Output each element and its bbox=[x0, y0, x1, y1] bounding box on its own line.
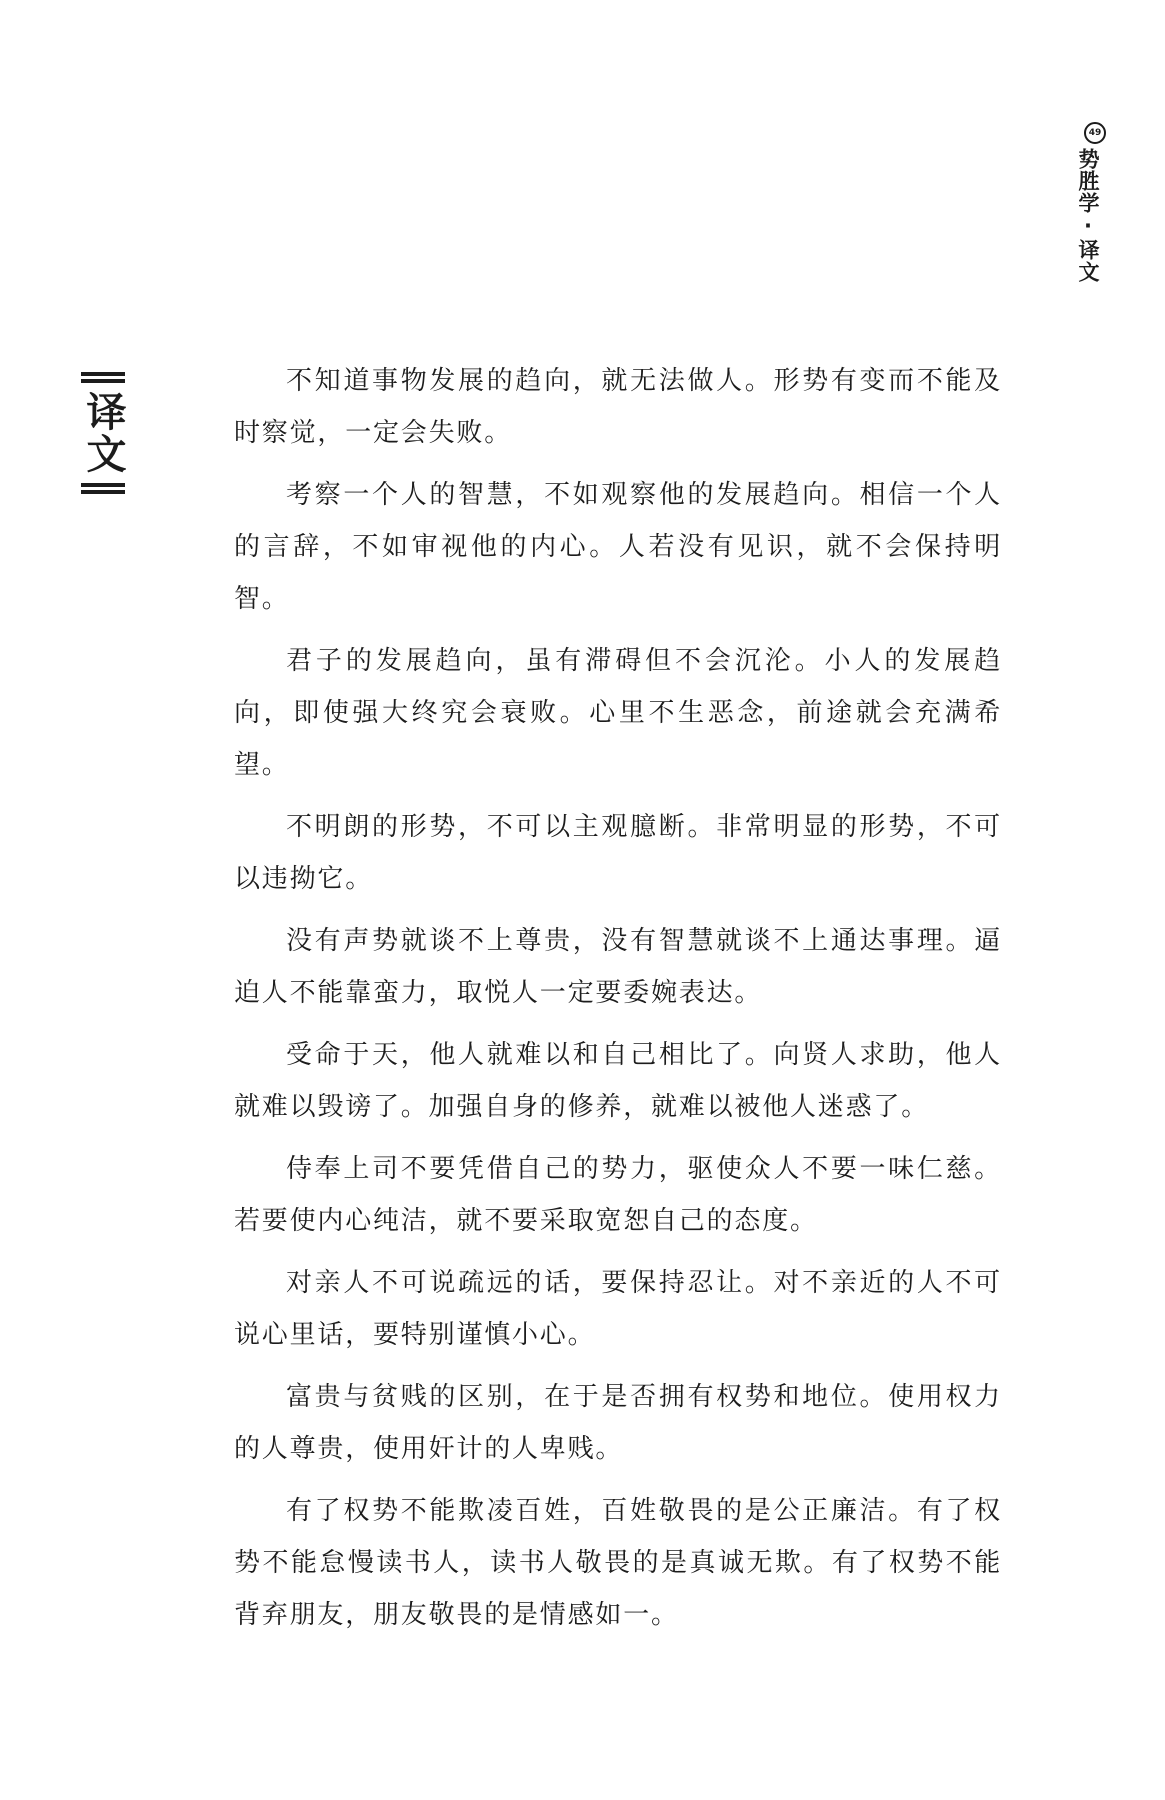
section-heading bbox=[80, 372, 126, 494]
paragraph: 不明朗的形势，不可以主观臆断。非常明显的形势，不可以违拗它。 bbox=[234, 812, 1002, 894]
heading-bottom-rule bbox=[81, 483, 125, 494]
page-number-badge: 49 bbox=[1084, 122, 1106, 144]
paragraph: 没有声势就谈不上尊贵，没有智慧就谈不上通达事理。逼迫人不能靠蛮力，取悦人一定要委婉表达。 bbox=[234, 926, 1002, 1008]
running-header-title: 势胜学·译文 bbox=[1076, 148, 1100, 283]
paragraph: 受命于天，他人就难以和自己相比了。向贤人求助，他人就难以毁谤了。加强自身的修养，就难以被他人迷惑了。 bbox=[234, 1040, 1002, 1122]
section-heading-title: 译文 bbox=[80, 391, 126, 475]
running-header bbox=[1068, 122, 1108, 283]
paragraph: 富贵与贫贱的区别，在于是否拥有权势和地位。使用权力的人尊贵，使用奸计的人卑贱。 bbox=[234, 1382, 1002, 1464]
paragraph: 考察一个人的智慧，不如观察他的发展趋向。相信一个人的言辞，不如审视他的内心。人若没有见识，就不会保持明智。 bbox=[234, 480, 1002, 614]
paragraph: 对亲人不可说疏远的话，要保持忍让。对不亲近的人不可说心里话，要特别谨慎小心。 bbox=[234, 1268, 1002, 1350]
paragraph: 不知道事物发展的趋向，就无法做人。形势有变而不能及时察觉，一定会失败。 bbox=[234, 366, 1002, 448]
translation-body bbox=[234, 355, 1002, 1651]
paragraph: 有了权势不能欺凌百姓，百姓敬畏的是公正廉洁。有了权势不能怠慢读书人，读书人敬畏的是真诚无欺。有了权势不能背弃朋友，朋友敬畏的是情感如一。 bbox=[234, 1496, 1002, 1630]
paragraph: 侍奉上司不要凭借自己的势力，驱使众人不要一味仁慈。若要使内心纯洁，就不要采取宽恕自己的态度。 bbox=[234, 1154, 1002, 1236]
paragraph: 君子的发展趋向，虽有滞碍但不会沉沦。小人的发展趋向，即使强大终究会衰败。心里不生恶念，前途就会充满希望。 bbox=[234, 646, 1002, 780]
heading-top-rule bbox=[81, 372, 125, 383]
